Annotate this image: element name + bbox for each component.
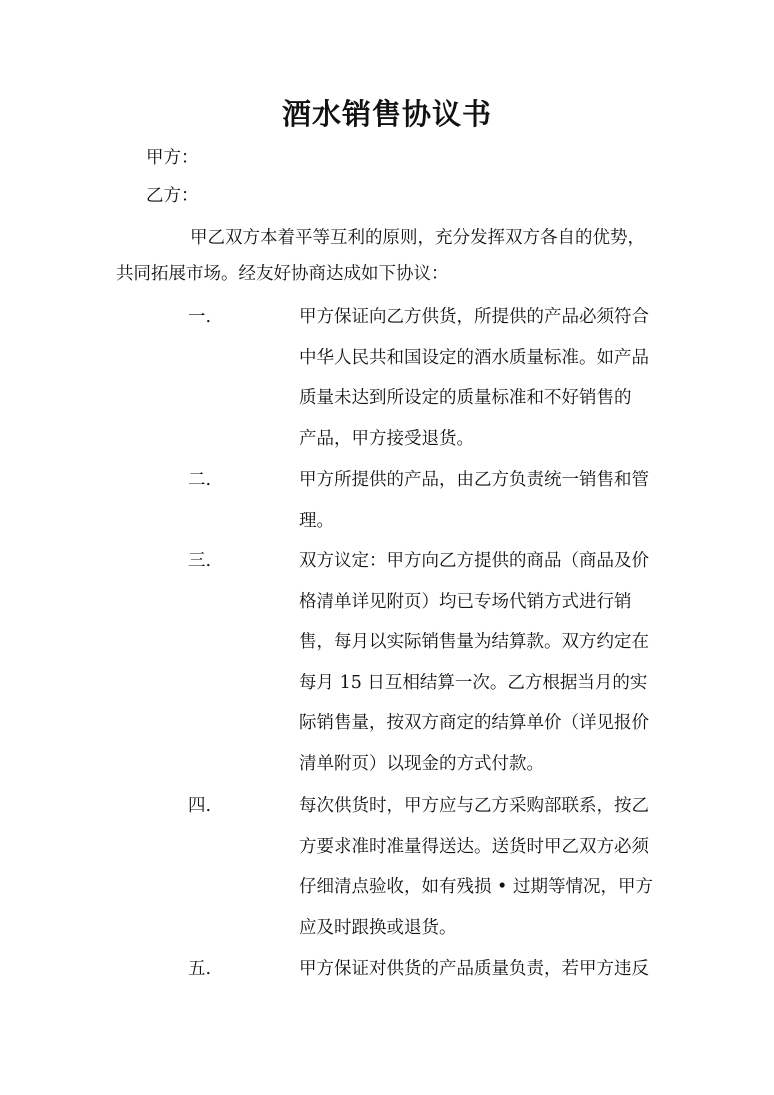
clause-1-text — [299, 297, 679, 459]
clause-number: 一. — [188, 307, 212, 327]
clause-line: 际销售量，按双方商定的结算单价（详见报价 — [299, 713, 649, 734]
intro-line-1: 甲乙双方本着平等互利的原则，充分发挥双方各自的优势， — [190, 228, 645, 248]
clause-line: 每次供货时，甲方应与乙方采购部联系，按乙 — [299, 796, 649, 816]
clause-line: 中华人民共和国设定的酒水质量标准。如产品 — [299, 347, 649, 368]
party-a-label: 甲方： — [146, 148, 199, 168]
clause-line: 质量未达到所设定的质量标准和不好销售的 — [299, 388, 632, 409]
clause-number: 二. — [188, 470, 212, 490]
clause-line: 双方议定：甲方向乙方提供的商品（商品及价 — [299, 551, 649, 571]
clause-line: 仔细清点验收，如有残损 • 过期等情况，甲方 — [299, 877, 653, 898]
intro-line-2: 共同拓展市场。经友好协商达成如下协议： — [116, 264, 449, 284]
clause-4-text — [299, 786, 679, 948]
clause-5-text — [299, 949, 679, 990]
clause-line: 格清单详见附页）均已专场代销方式进行销 — [299, 591, 632, 612]
document-title: 酒水销售协议书 — [281, 97, 492, 131]
party-b-label: 乙方： — [146, 186, 199, 206]
clause-line: 甲方保证对供货的产品质量负责，若甲方违反 — [299, 959, 649, 979]
clause-line: 售，每月以实际销售量为结算款。双方约定在 — [299, 632, 649, 653]
clause-line: 甲方所提供的产品，由乙方负责统一销售和管 — [299, 470, 649, 490]
clause-line: 甲方保证向乙方供货，所提供的产品必须符合 — [299, 307, 649, 327]
clause-line: 理。 — [299, 510, 334, 531]
clause-number: 三. — [188, 551, 212, 571]
clause-3-text — [299, 541, 679, 785]
clause-line: 每月 15 日互相结算一次。乙方根据当月的实 — [299, 672, 648, 693]
clause-line: 清单附页）以现金的方式付款。 — [299, 753, 544, 774]
clause-number: 五. — [188, 959, 212, 979]
clause-line: 应及时跟换或退货。 — [299, 917, 457, 938]
clause-line: 产品，甲方接受退货。 — [299, 428, 474, 449]
clause-2-text — [299, 460, 679, 541]
clause-number: 四. — [188, 796, 212, 816]
clause-line: 方要求准时准量得送达。送货时甲乙双方必须 — [299, 836, 649, 857]
